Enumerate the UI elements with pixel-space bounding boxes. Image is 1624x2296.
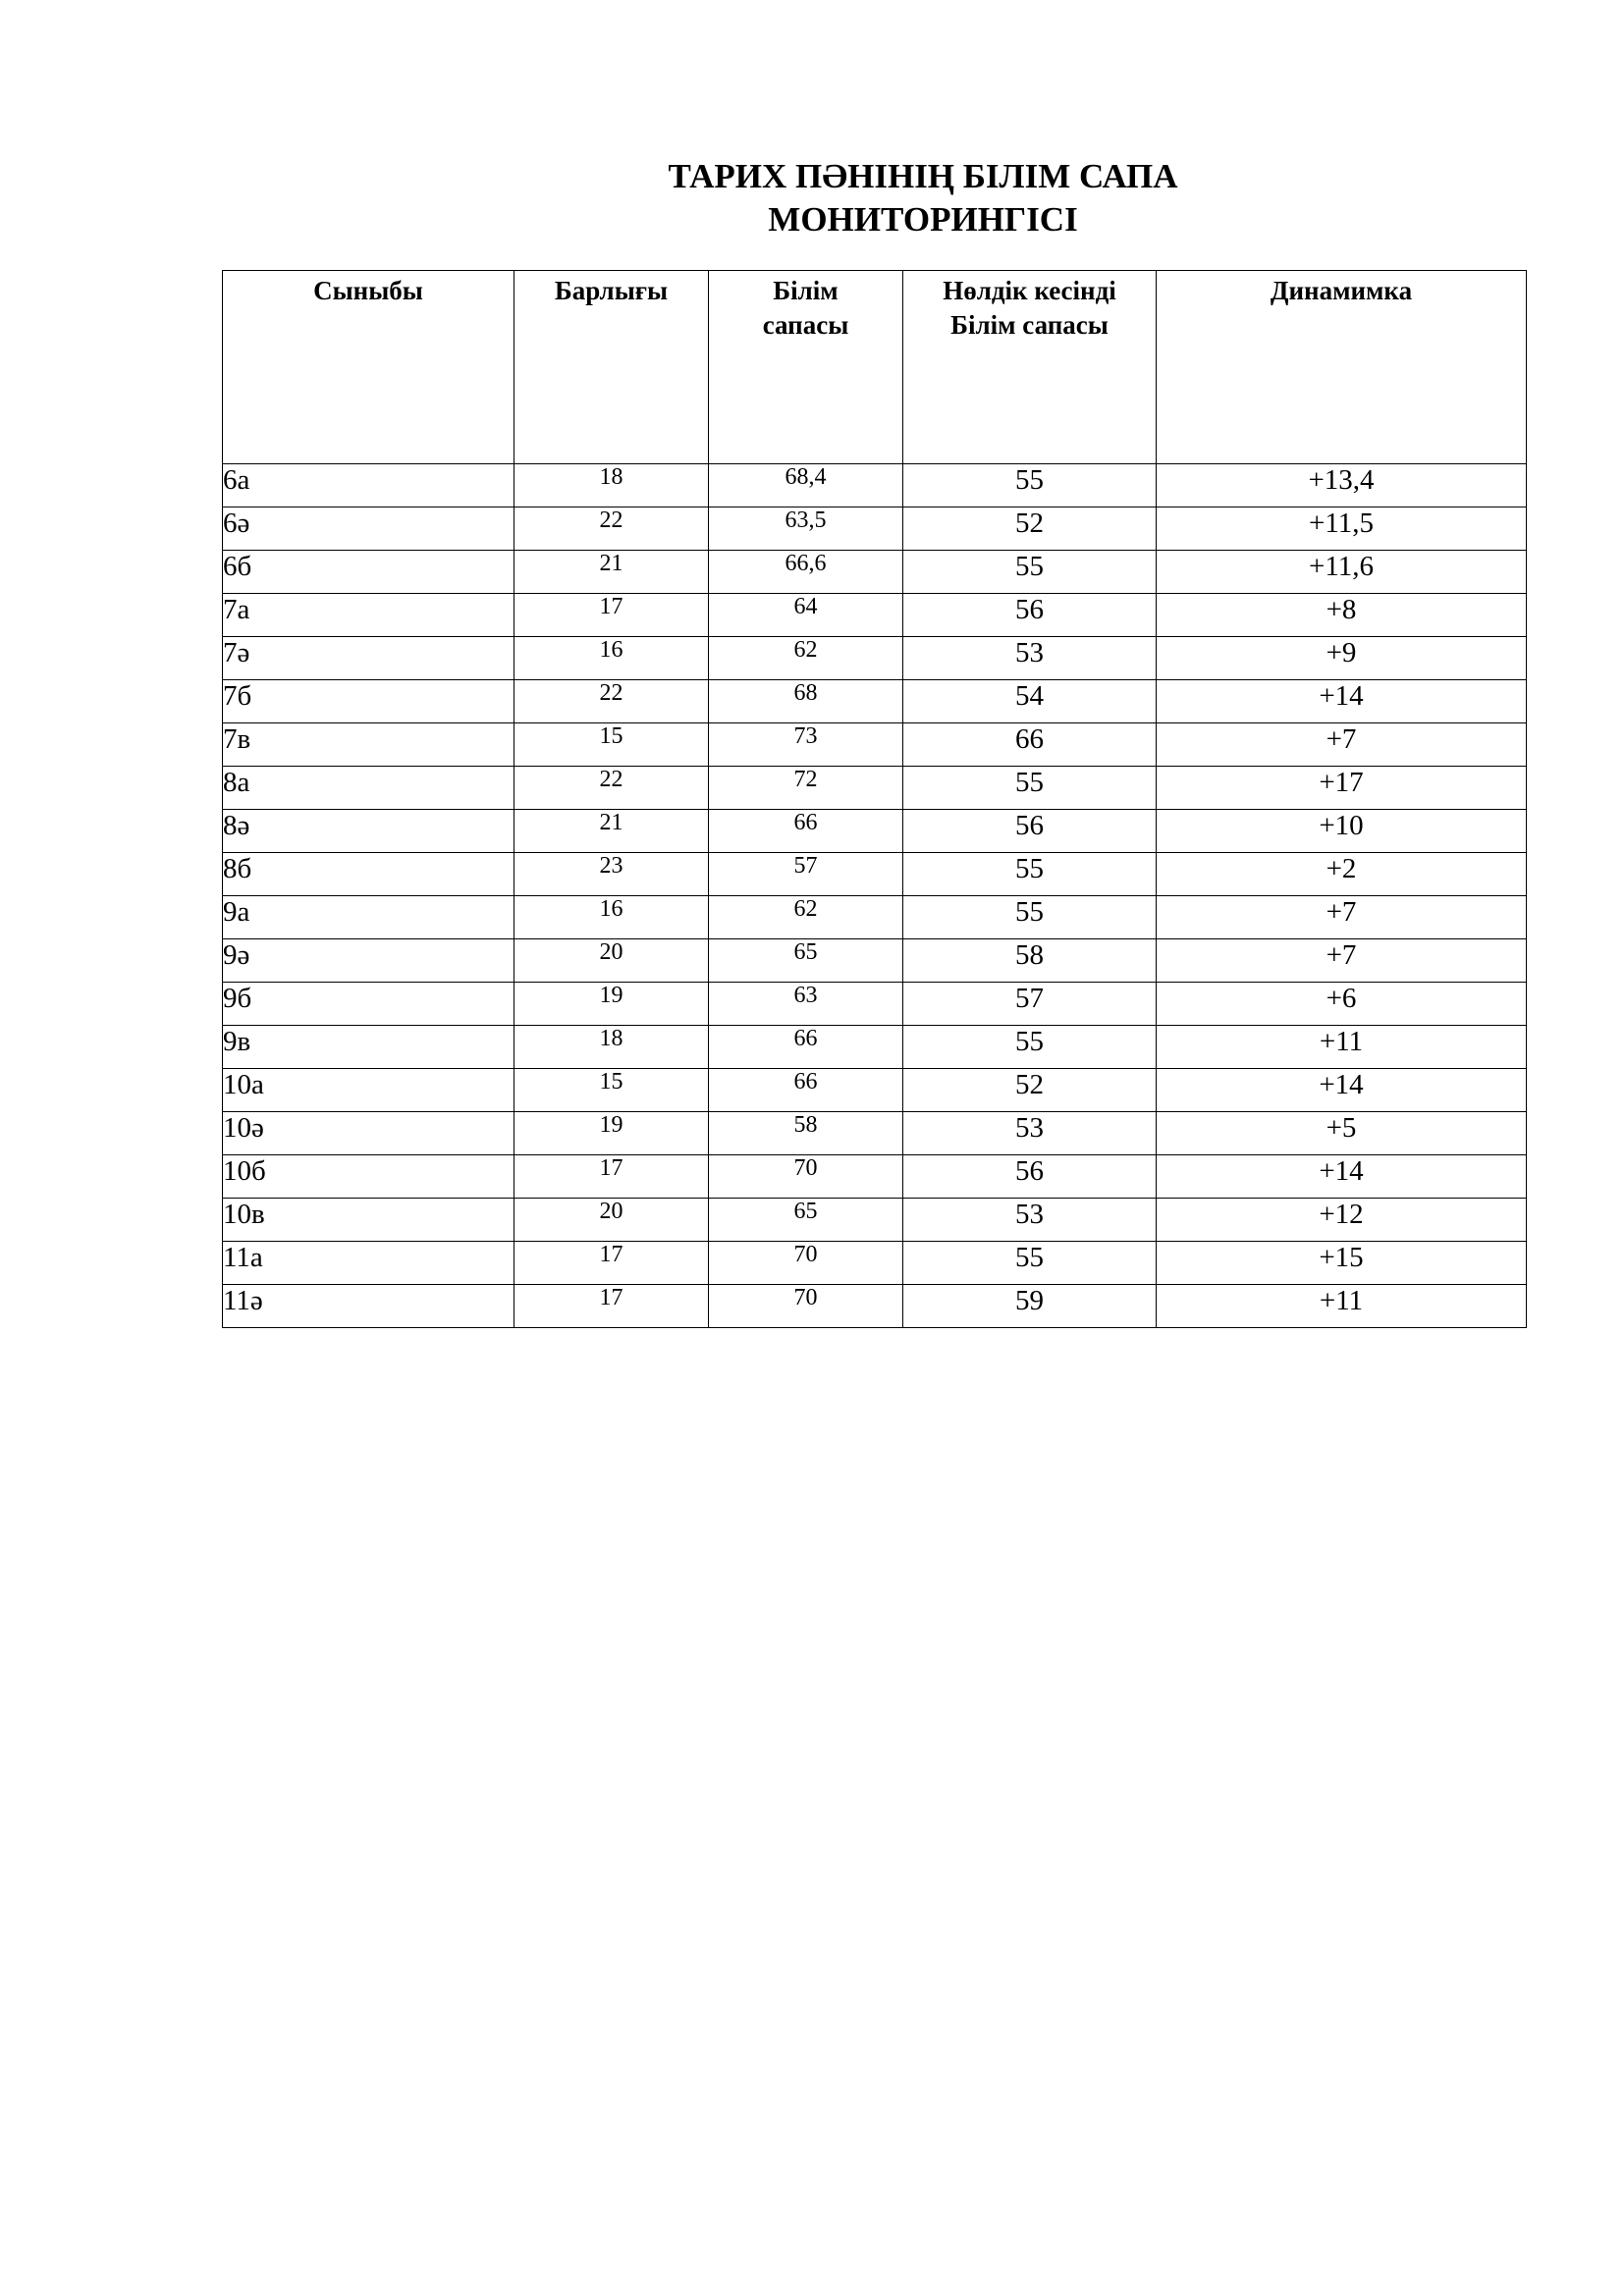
cell-quality: 65 <box>709 939 903 983</box>
cell-total: 17 <box>514 1155 709 1199</box>
cell-dynamics: +8 <box>1157 594 1527 637</box>
cell-dynamics: +11,6 <box>1157 551 1527 594</box>
table-row <box>223 723 1527 767</box>
cell-baseline-quality: 58 <box>903 939 1157 983</box>
cell-quality: 63,5 <box>709 507 903 551</box>
cell-quality: 62 <box>709 896 903 939</box>
header-quality <box>709 271 903 464</box>
cell-quality: 64 <box>709 594 903 637</box>
cell-baseline-quality: 55 <box>903 1242 1157 1285</box>
cell-baseline-quality: 56 <box>903 1155 1157 1199</box>
cell-class: 8б <box>223 853 514 896</box>
cell-quality: 63 <box>709 983 903 1026</box>
cell-total: 18 <box>514 464 709 507</box>
cell-dynamics: +11,5 <box>1157 507 1527 551</box>
table-row <box>223 637 1527 680</box>
table-row <box>223 810 1527 853</box>
page-title <box>530 155 1316 241</box>
cell-baseline-quality: 55 <box>903 767 1157 810</box>
cell-total: 15 <box>514 1069 709 1112</box>
cell-quality: 68 <box>709 680 903 723</box>
table-row <box>223 680 1527 723</box>
cell-dynamics: +5 <box>1157 1112 1527 1155</box>
cell-dynamics: +11 <box>1157 1026 1527 1069</box>
cell-quality: 72 <box>709 767 903 810</box>
cell-baseline-quality: 66 <box>903 723 1157 767</box>
cell-dynamics: +13,4 <box>1157 464 1527 507</box>
cell-total: 20 <box>514 1199 709 1242</box>
table-row <box>223 594 1527 637</box>
cell-total: 19 <box>514 1112 709 1155</box>
title-line-2: МОНИТОРИНГІСІ <box>768 200 1078 239</box>
cell-class: 7в <box>223 723 514 767</box>
cell-class: 7ә <box>223 637 514 680</box>
cell-baseline-quality: 55 <box>903 551 1157 594</box>
cell-class: 10в <box>223 1199 514 1242</box>
cell-class: 9б <box>223 983 514 1026</box>
monitoring-table <box>222 270 1527 1328</box>
cell-baseline-quality: 53 <box>903 1112 1157 1155</box>
cell-quality: 68,4 <box>709 464 903 507</box>
cell-class: 8ә <box>223 810 514 853</box>
cell-baseline-quality: 53 <box>903 1199 1157 1242</box>
header-quality-label: Білім сапасы <box>762 276 849 340</box>
cell-dynamics: +14 <box>1157 1155 1527 1199</box>
cell-baseline-quality: 54 <box>903 680 1157 723</box>
cell-dynamics: +11 <box>1157 1285 1527 1328</box>
cell-quality: 73 <box>709 723 903 767</box>
table-row <box>223 1199 1527 1242</box>
cell-quality: 66,6 <box>709 551 903 594</box>
cell-baseline-quality: 53 <box>903 637 1157 680</box>
header-baseline-quality <box>903 271 1157 464</box>
cell-dynamics: +14 <box>1157 680 1527 723</box>
header-baseline-quality-label: Нөлдік кесінді Білім сапасы <box>943 276 1116 340</box>
cell-total: 22 <box>514 507 709 551</box>
cell-class: 6а <box>223 464 514 507</box>
cell-class: 7б <box>223 680 514 723</box>
cell-dynamics: +7 <box>1157 939 1527 983</box>
cell-baseline-quality: 56 <box>903 594 1157 637</box>
cell-total: 23 <box>514 853 709 896</box>
header-total-label: Барлығы <box>554 276 669 305</box>
table-row <box>223 1285 1527 1328</box>
cell-class: 10ә <box>223 1112 514 1155</box>
cell-total: 16 <box>514 637 709 680</box>
cell-total: 15 <box>514 723 709 767</box>
cell-total: 22 <box>514 767 709 810</box>
cell-quality: 58 <box>709 1112 903 1155</box>
header-total <box>514 271 709 464</box>
cell-quality: 62 <box>709 637 903 680</box>
cell-class: 10а <box>223 1069 514 1112</box>
cell-quality: 70 <box>709 1242 903 1285</box>
table-row <box>223 1026 1527 1069</box>
cell-quality: 66 <box>709 1026 903 1069</box>
header-dynamics-label: Динамимка <box>1270 276 1413 305</box>
cell-quality: 66 <box>709 1069 903 1112</box>
cell-quality: 70 <box>709 1285 903 1328</box>
table-row <box>223 1155 1527 1199</box>
cell-baseline-quality: 52 <box>903 507 1157 551</box>
header-class-label: Сыныбы <box>313 276 423 305</box>
cell-total: 17 <box>514 1242 709 1285</box>
cell-baseline-quality: 56 <box>903 810 1157 853</box>
cell-total: 17 <box>514 594 709 637</box>
cell-class: 9в <box>223 1026 514 1069</box>
cell-baseline-quality: 52 <box>903 1069 1157 1112</box>
cell-baseline-quality: 55 <box>903 464 1157 507</box>
cell-dynamics: +2 <box>1157 853 1527 896</box>
cell-dynamics: +7 <box>1157 896 1527 939</box>
cell-dynamics: +15 <box>1157 1242 1527 1285</box>
cell-class: 6ә <box>223 507 514 551</box>
cell-total: 21 <box>514 810 709 853</box>
cell-class: 11ә <box>223 1285 514 1328</box>
table-row <box>223 464 1527 507</box>
table-row <box>223 853 1527 896</box>
table-row <box>223 983 1527 1026</box>
cell-baseline-quality: 59 <box>903 1285 1157 1328</box>
cell-dynamics: +14 <box>1157 1069 1527 1112</box>
table-row <box>223 507 1527 551</box>
cell-dynamics: +6 <box>1157 983 1527 1026</box>
cell-class: 10б <box>223 1155 514 1199</box>
cell-total: 21 <box>514 551 709 594</box>
cell-quality: 65 <box>709 1199 903 1242</box>
cell-total: 17 <box>514 1285 709 1328</box>
cell-total: 18 <box>514 1026 709 1069</box>
cell-class: 9а <box>223 896 514 939</box>
cell-baseline-quality: 55 <box>903 853 1157 896</box>
cell-quality: 57 <box>709 853 903 896</box>
header-dynamics <box>1157 271 1527 464</box>
cell-quality: 66 <box>709 810 903 853</box>
cell-baseline-quality: 57 <box>903 983 1157 1026</box>
table-row <box>223 551 1527 594</box>
table-row <box>223 896 1527 939</box>
table-row <box>223 1242 1527 1285</box>
cell-dynamics: +9 <box>1157 637 1527 680</box>
cell-class: 6б <box>223 551 514 594</box>
cell-total: 16 <box>514 896 709 939</box>
cell-total: 19 <box>514 983 709 1026</box>
header-class <box>223 271 514 464</box>
title-line-1: ТАРИХ ПӘНІНІҢ БІЛІМ САПА <box>668 157 1178 195</box>
cell-class: 11а <box>223 1242 514 1285</box>
cell-baseline-quality: 55 <box>903 896 1157 939</box>
cell-dynamics: +17 <box>1157 767 1527 810</box>
cell-quality: 70 <box>709 1155 903 1199</box>
cell-total: 20 <box>514 939 709 983</box>
table-body <box>223 464 1527 1328</box>
cell-class: 7а <box>223 594 514 637</box>
table-row <box>223 1069 1527 1112</box>
cell-dynamics: +7 <box>1157 723 1527 767</box>
table-row <box>223 939 1527 983</box>
cell-dynamics: +12 <box>1157 1199 1527 1242</box>
cell-total: 22 <box>514 680 709 723</box>
cell-dynamics: +10 <box>1157 810 1527 853</box>
cell-baseline-quality: 55 <box>903 1026 1157 1069</box>
table-row <box>223 767 1527 810</box>
cell-class: 8а <box>223 767 514 810</box>
table-header-row <box>223 271 1527 464</box>
table-row <box>223 1112 1527 1155</box>
cell-class: 9ә <box>223 939 514 983</box>
